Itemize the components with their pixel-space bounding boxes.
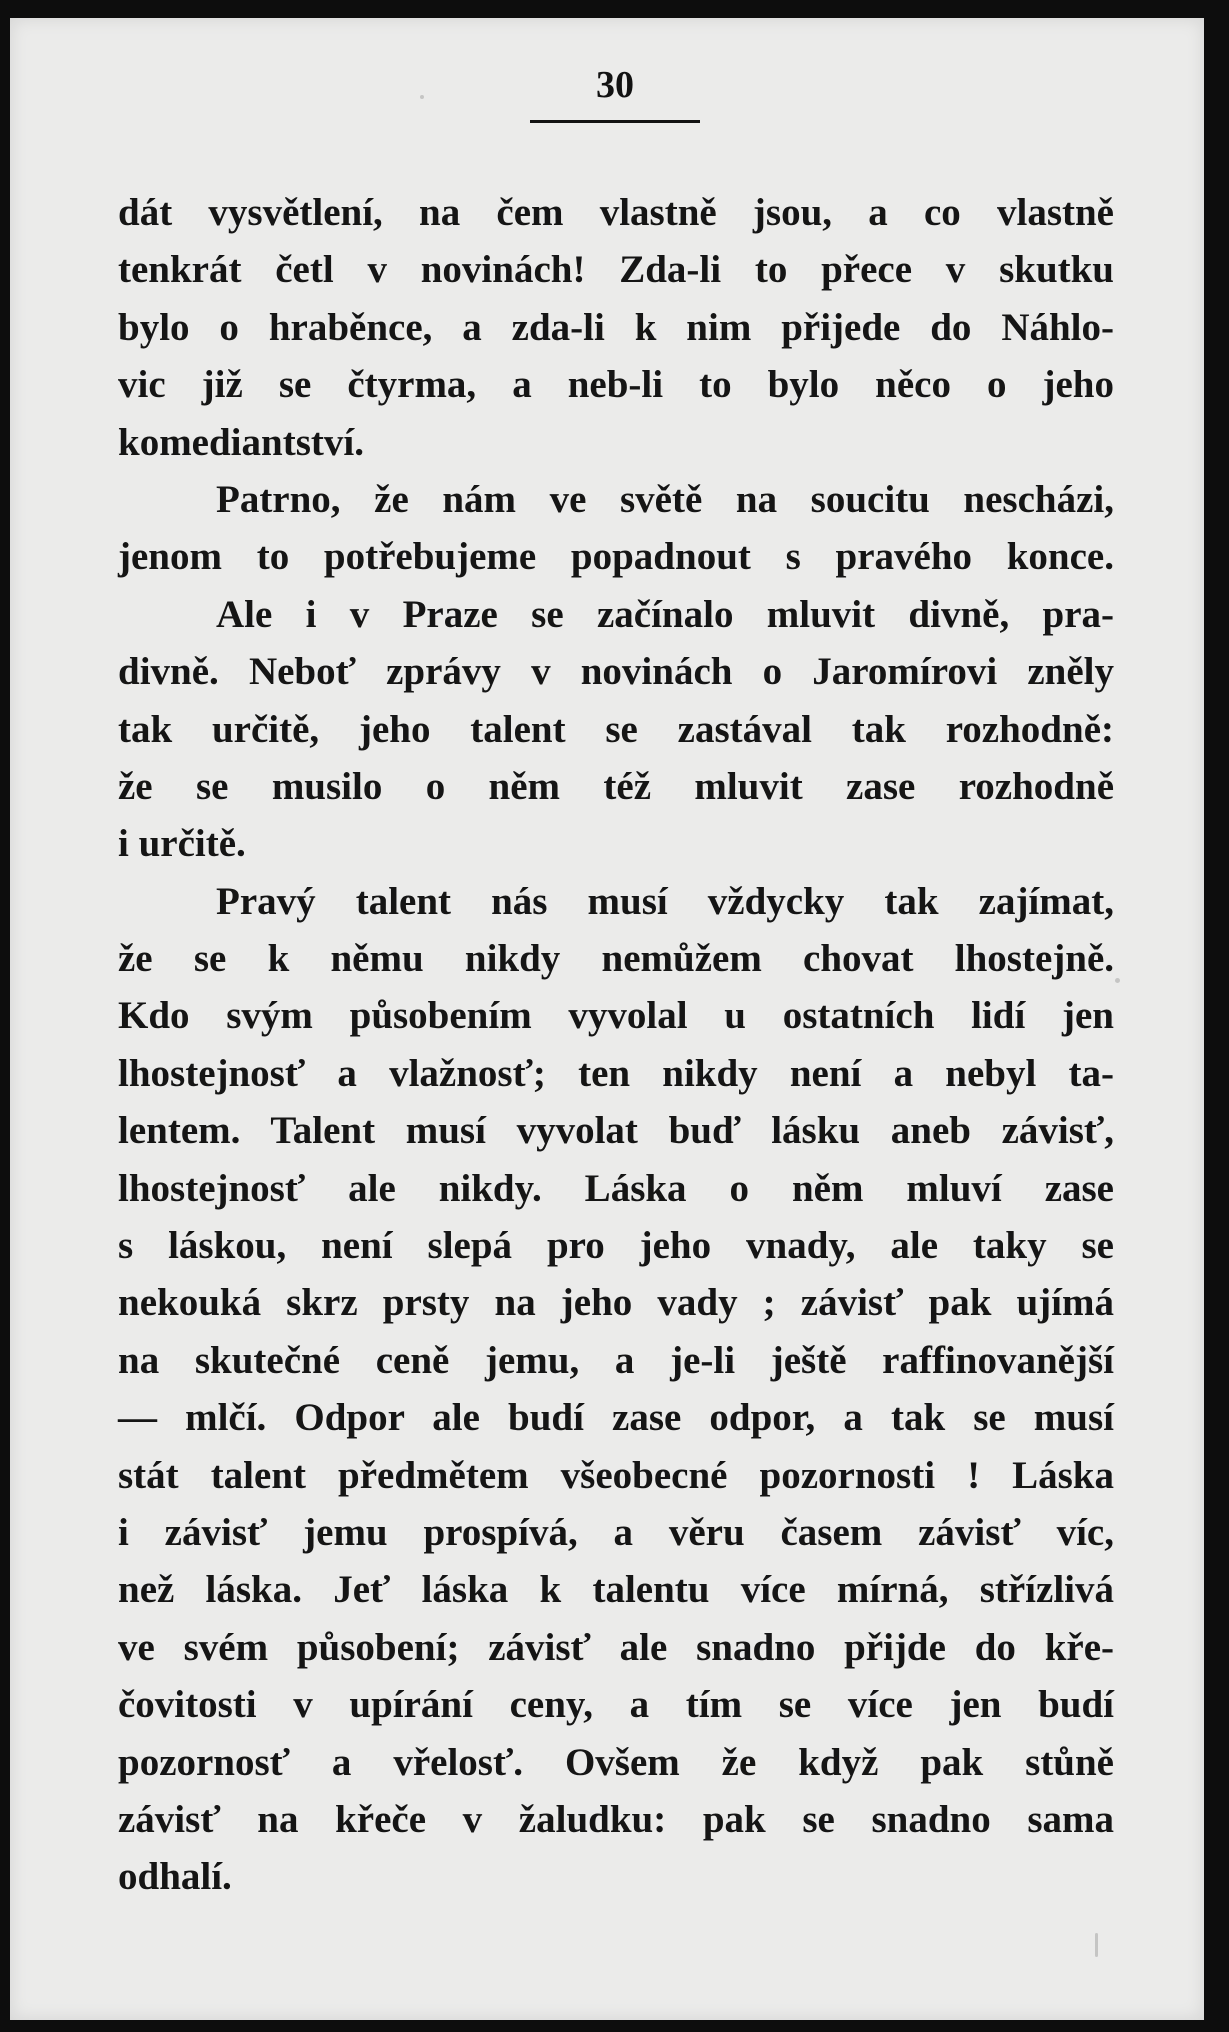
text-line: čovitosti v upírání ceny, a tím se více jen budí (118, 1683, 1114, 1727)
text-line: že se k němu nikdy nemůžem chovat lhostejně. (118, 937, 1114, 981)
text-line: Kdo svým působením vyvolal u ostatních lidí jen (118, 994, 1114, 1038)
text-line: lhostejnosť ale nikdy. Láska o něm mluví zase (118, 1166, 1114, 1210)
text-line: lhostejnosť a vlažnosť; ten nikdy není a nebyl ta- (118, 1051, 1114, 1095)
page-number-rule (530, 120, 700, 123)
paragraph-start-line: Pravý talent nás musí vždycky tak zajímat, (216, 879, 1114, 923)
text-line: lentem. Talent musí vyvolat buď lásku aneb závisť, (118, 1109, 1114, 1153)
text-line: tenkrát četl v novinách! Zda-li to přece v skutku (118, 248, 1114, 292)
text-line: nekouká skrz prsty na jeho vady ; závisť pak ujímá (118, 1281, 1114, 1325)
text-line: že se musilo o něm též mluvit zase rozhodně (118, 764, 1114, 808)
text-line: i určitě. (118, 822, 246, 866)
text-line: vic již se čtyrma, a neb-li to bylo něco o jeho (118, 363, 1114, 407)
text-line: tak určitě, jeho talent se zastával tak rozhodně: (118, 707, 1114, 751)
text-line: bylo o hraběnce, a zda-li k nim přijede do Náhlo- (118, 305, 1114, 349)
text-line: než láska. Jeť láska k talentu více mírná, střízlivá (118, 1568, 1114, 1612)
text-line: závisť na křeče v žaludku: pak se snadno sama (118, 1797, 1114, 1841)
paper-speck (1095, 1933, 1098, 1957)
paper-speck (1115, 978, 1120, 983)
text-line: odhalí. (118, 1855, 232, 1899)
book-page (10, 18, 1204, 2020)
paragraph-start-line: Ale i v Praze se začínalo mluvit divně, pra- (216, 592, 1114, 636)
paper-speck (420, 95, 424, 99)
text-line: — mlčí. Odpor ale budí zase odpor, a tak se musí (118, 1396, 1114, 1440)
text-line: pozornosť a vřelosť. Ovšem že když pak stůně (118, 1740, 1114, 1784)
text-line: i závisť jemu prospívá, a věru časem závisť víc, (118, 1510, 1114, 1554)
text-line: s láskou, není slepá pro jeho vnady, ale taky se (118, 1224, 1114, 1268)
page-number: 30 (596, 64, 634, 106)
text-line: na skutečné ceně jemu, a je-li ještě raffinovanější (118, 1338, 1114, 1382)
text-line: divně. Neboť zprávy v novinách o Jaromírovi zněly (118, 650, 1114, 694)
text-line: dát vysvětlení, na čem vlastně jsou, a co vlastně (118, 191, 1114, 234)
body-text (118, 184, 1114, 1906)
text-line: komediantství. (118, 420, 364, 464)
text-line: ve svém působení; závisť ale snadno přijde do kře- (118, 1625, 1114, 1669)
paragraph-start-line: Patrno, že nám ve světě na soucitu nescházi, (216, 477, 1114, 521)
text-line: stát talent předmětem všeobecné pozornosti ! Láska (118, 1453, 1114, 1497)
text-line: jenom to potřebujeme popadnout s pravého konce. (118, 535, 1114, 579)
